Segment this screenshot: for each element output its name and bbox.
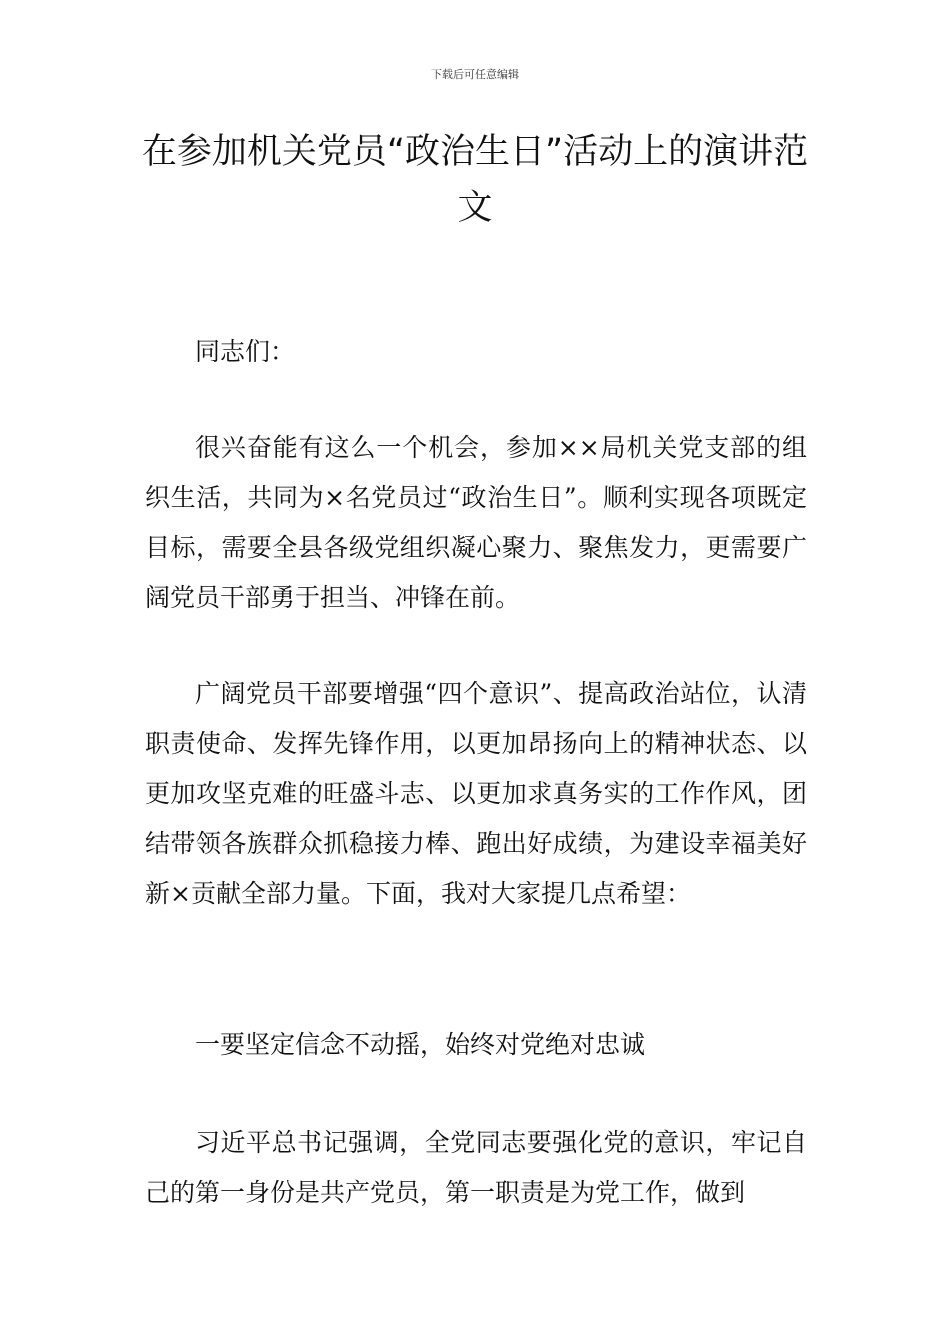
paragraph-3: 习近平总书记强调，全党同志要强化党的意识，牢记自己的第一身份是共产党员，第一职责是为党工作，做到 (145, 1128, 807, 1207)
greeting: 同志们： (195, 337, 296, 366)
paragraph-2: 广阔党员干部要增强“四个意识”、提高政治站位，认清职责使命、发挥先锋作用，以更加昂扬向上的精神状态、以更加攻坚克难的旺盛斗志、以更加求真务实的工作作风，团结带领各族群众抓稳接力棒、跑出好成绩，为建设幸福美好新×贡献全部力量。下面，我对大家提几点希望： (145, 679, 807, 908)
header-note: 下载后可任意编辑 (431, 68, 519, 81)
paragraph-1: 很兴奋能有这么一个机会，参加××局机关党支部的组织生活，共同为×名党员过“政治生日”。顺利实现各项既定目标，需要全县各级党组织凝心聚力、聚焦发力，更需要广阔党员干部勇于担当、冲锋在前。 (145, 433, 807, 612)
document-title: 在参加机关党员“政治生日”活动上的演讲范文 (141, 132, 809, 228)
section-heading-1: 一要坚定信念不动摇，始终对党绝对忠诚 (195, 1030, 646, 1059)
